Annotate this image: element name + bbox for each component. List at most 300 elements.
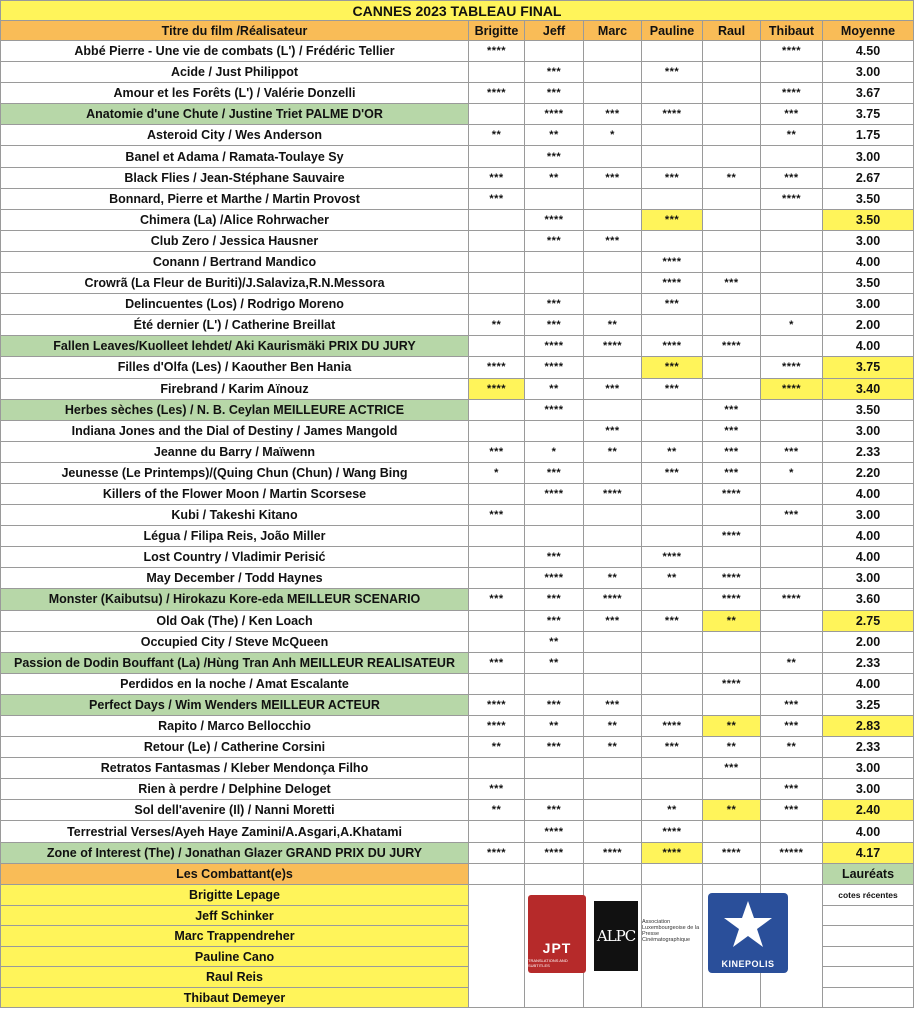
film-title: May December / Todd Haynes: [0, 568, 469, 589]
rating-cell: *****: [761, 843, 823, 864]
rating-cell: [525, 41, 584, 62]
rating-cell: ***: [703, 400, 761, 421]
average-cell: 4.00: [823, 336, 914, 357]
rating-cell: [469, 632, 525, 653]
film-title: Rien à perdre / Delphine Deloget: [0, 779, 469, 800]
rating-cell: **: [761, 737, 823, 758]
rating-cell: **: [584, 442, 642, 463]
alpc-logo: ALPC: [594, 901, 638, 971]
rating-cell: ****: [642, 821, 703, 842]
rating-cell: ****: [525, 484, 584, 505]
average-cell: 2.40: [823, 800, 914, 821]
rating-cell: [703, 62, 761, 83]
rating-cell: ****: [525, 400, 584, 421]
empty-cell: [469, 988, 525, 1009]
empty-cell: [823, 906, 914, 927]
rating-cell: [469, 674, 525, 695]
rating-cell: [469, 821, 525, 842]
rating-cell: [761, 252, 823, 273]
rating-cell: [469, 611, 525, 632]
empty-cell: [761, 906, 823, 927]
average-cell: 3.67: [823, 83, 914, 104]
empty-cell: [703, 947, 761, 968]
average-cell: 2.67: [823, 168, 914, 189]
column-header: Marc: [584, 21, 642, 41]
kinepolis-logo-text: KINEPOLIS: [721, 959, 775, 969]
rating-cell: ***: [525, 463, 584, 484]
rating-cell: [642, 526, 703, 547]
empty-cell: [584, 885, 642, 906]
film-title: Black Flies / Jean-Stéphane Sauvaire: [0, 168, 469, 189]
empty-cell: [525, 988, 584, 1009]
rating-cell: [703, 83, 761, 104]
rating-cell: ****: [703, 336, 761, 357]
average-cell: 3.75: [823, 357, 914, 378]
rating-cell: [584, 632, 642, 653]
rating-cell: [469, 568, 525, 589]
laureats-label: Lauréats: [823, 864, 914, 885]
column-header: Jeff: [525, 21, 584, 41]
rating-cell: ****: [584, 484, 642, 505]
rating-cell: ***: [525, 83, 584, 104]
film-title: Abbé Pierre - Une vie de combats (L') / Frédéric Tellier: [0, 41, 469, 62]
rating-cell: [584, 800, 642, 821]
empty-cell: [703, 906, 761, 927]
rating-cell: [642, 653, 703, 674]
rating-cell: **: [469, 737, 525, 758]
film-title: Retratos Fantasmas / Kleber Mendonça Filho: [0, 758, 469, 779]
rating-cell: [761, 484, 823, 505]
rating-cell: [584, 547, 642, 568]
rating-cell: ***: [761, 716, 823, 737]
empty-cell: [703, 864, 761, 885]
rating-cell: *: [761, 315, 823, 336]
empty-cell: [703, 885, 761, 906]
rating-cell: ***: [525, 315, 584, 336]
critic-name: Raul Reis: [0, 967, 469, 988]
average-cell: 3.50: [823, 189, 914, 210]
film-title: Killers of the Flower Moon / Martin Scorsese: [0, 484, 469, 505]
film-title: Conann / Bertrand Mandico: [0, 252, 469, 273]
rating-cell: [469, 231, 525, 252]
empty-cell: [642, 885, 703, 906]
rating-cell: [703, 252, 761, 273]
rating-cell: ***: [469, 505, 525, 526]
empty-cell: [584, 967, 642, 988]
rating-cell: [761, 62, 823, 83]
film-title: Chimera (La) /Alice Rohrwacher: [0, 210, 469, 231]
rating-cell: [642, 231, 703, 252]
empty-cell: [761, 988, 823, 1009]
rating-cell: [703, 294, 761, 315]
critic-name: Jeff Schinker: [0, 906, 469, 927]
rating-cell: [642, 589, 703, 610]
average-cell: 2.33: [823, 737, 914, 758]
film-title: Anatomie d'une Chute / Justine Triet PALME D'OR: [0, 104, 469, 125]
rating-cell: ****: [525, 357, 584, 378]
average-cell: 2.00: [823, 632, 914, 653]
rating-cell: ***: [469, 189, 525, 210]
empty-cell: [642, 967, 703, 988]
rating-cell: ***: [761, 800, 823, 821]
rating-cell: [703, 189, 761, 210]
rating-cell: [703, 231, 761, 252]
rating-cell: [642, 189, 703, 210]
empty-cell: [642, 906, 703, 927]
empty-cell: [761, 967, 823, 988]
rating-cell: ***: [584, 168, 642, 189]
rating-cell: ***: [761, 695, 823, 716]
rating-cell: [761, 632, 823, 653]
rating-cell: [525, 273, 584, 294]
empty-cell: [525, 947, 584, 968]
rating-cell: [469, 758, 525, 779]
column-header: Brigitte: [469, 21, 525, 41]
average-cell: 4.50: [823, 41, 914, 62]
rating-cell: **: [642, 568, 703, 589]
average-cell: 3.75: [823, 104, 914, 125]
rating-cell: ****: [525, 104, 584, 125]
average-cell: 4.00: [823, 252, 914, 273]
rating-cell: ***: [642, 62, 703, 83]
rating-cell: [761, 210, 823, 231]
rating-cell: *: [584, 125, 642, 146]
film-title: Crowrã (La Fleur de Buriti)/J.Salaviza,R.N.Messora: [0, 273, 469, 294]
rating-cell: [703, 125, 761, 146]
rating-cell: ***: [525, 737, 584, 758]
rating-cell: *: [761, 463, 823, 484]
rating-cell: **: [703, 611, 761, 632]
rating-cell: ***: [761, 505, 823, 526]
rating-cell: ***: [469, 442, 525, 463]
rating-cell: [469, 526, 525, 547]
critic-name: Thibaut Demeyer: [0, 988, 469, 1009]
average-cell: 3.00: [823, 146, 914, 167]
rating-cell: [703, 146, 761, 167]
rating-cell: [469, 104, 525, 125]
rating-cell: [642, 83, 703, 104]
empty-cell: [469, 906, 525, 927]
empty-cell: [642, 947, 703, 968]
average-cell: 4.00: [823, 526, 914, 547]
rating-cell: [584, 674, 642, 695]
column-header: Pauline: [642, 21, 703, 41]
rating-cell: [525, 758, 584, 779]
average-cell: 2.20: [823, 463, 914, 484]
average-cell: 2.75: [823, 611, 914, 632]
rating-cell: **: [469, 125, 525, 146]
empty-cell: [761, 926, 823, 947]
rating-cell: [584, 62, 642, 83]
rating-cell: **: [469, 315, 525, 336]
average-cell: 3.25: [823, 695, 914, 716]
rating-cell: [761, 336, 823, 357]
rating-cell: ****: [642, 104, 703, 125]
rating-cell: [761, 758, 823, 779]
empty-cell: [761, 947, 823, 968]
rating-cell: ****: [642, 336, 703, 357]
rating-cell: [584, 210, 642, 231]
film-title: Monster (Kaibutsu) / Hirokazu Kore-eda MEILLEUR SCENARIO: [0, 589, 469, 610]
rating-cell: [525, 526, 584, 547]
rating-cell: ****: [642, 716, 703, 737]
rating-cell: **: [703, 716, 761, 737]
rating-cell: [469, 547, 525, 568]
rating-cell: ***: [761, 168, 823, 189]
rating-cell: ***: [761, 442, 823, 463]
rating-cell: [761, 611, 823, 632]
rating-cell: [703, 41, 761, 62]
rating-cell: **: [525, 168, 584, 189]
cotes-label: cotes récentes: [823, 885, 914, 906]
rating-cell: ***: [525, 589, 584, 610]
film-title: Amour et les Forêts (L') / Valérie Donzelli: [0, 83, 469, 104]
rating-cell: [761, 547, 823, 568]
table-title: CANNES 2023 TABLEAU FINAL: [0, 0, 914, 21]
rating-cell: ***: [761, 779, 823, 800]
rating-cell: ***: [642, 210, 703, 231]
rating-cell: [642, 505, 703, 526]
rating-cell: [584, 505, 642, 526]
rating-cell: ***: [761, 104, 823, 125]
rating-cell: ****: [469, 716, 525, 737]
rating-cell: ****: [642, 273, 703, 294]
rating-cell: [584, 357, 642, 378]
empty-cell: [642, 988, 703, 1009]
rating-cell: ***: [525, 695, 584, 716]
film-title: Indiana Jones and the Dial of Destiny / James Mangold: [0, 421, 469, 442]
rating-cell: [761, 146, 823, 167]
rating-cell: ***: [525, 800, 584, 821]
average-cell: 3.40: [823, 379, 914, 400]
rating-cell: ****: [761, 41, 823, 62]
film-title: Terrestrial Verses/Ayeh Haye Zamini/A.Asgari,A.Khatami: [0, 821, 469, 842]
rating-cell: [761, 294, 823, 315]
rating-cell: [703, 653, 761, 674]
average-cell: 3.00: [823, 568, 914, 589]
rating-cell: ****: [525, 568, 584, 589]
rating-cell: [761, 568, 823, 589]
empty-cell: [469, 926, 525, 947]
rating-cell: [642, 758, 703, 779]
rating-cell: [469, 252, 525, 273]
rating-cell: **: [584, 568, 642, 589]
rating-cell: **: [584, 737, 642, 758]
rating-cell: [703, 379, 761, 400]
empty-cell: [761, 885, 823, 906]
rating-cell: ****: [761, 83, 823, 104]
empty-cell: [525, 967, 584, 988]
rating-cell: [584, 189, 642, 210]
film-title: Firebrand / Karim Aïnouz: [0, 379, 469, 400]
rating-cell: [703, 210, 761, 231]
rating-cell: [584, 252, 642, 273]
average-cell: 3.00: [823, 294, 914, 315]
rating-cell: ***: [642, 168, 703, 189]
rating-cell: ***: [703, 442, 761, 463]
empty-cell: [469, 967, 525, 988]
rating-cell: [642, 674, 703, 695]
rating-cell: [469, 294, 525, 315]
rating-cell: [761, 674, 823, 695]
rating-cell: [584, 653, 642, 674]
rating-cell: **: [525, 125, 584, 146]
critic-name: Pauline Cano: [0, 947, 469, 968]
rating-cell: [761, 821, 823, 842]
average-cell: 2.33: [823, 653, 914, 674]
empty-cell: [642, 864, 703, 885]
film-title: Jeunesse (Le Printemps)/(Quing Chun (Chun) / Wang Bing: [0, 463, 469, 484]
rating-cell: **: [761, 125, 823, 146]
rating-cell: [469, 146, 525, 167]
empty-cell: [823, 947, 914, 968]
rating-cell: [584, 41, 642, 62]
empty-cell: [469, 947, 525, 968]
rating-cell: ***: [525, 231, 584, 252]
rating-cell: **: [703, 168, 761, 189]
rating-cell: [469, 336, 525, 357]
rating-cell: [642, 632, 703, 653]
rating-cell: [642, 315, 703, 336]
rating-cell: [761, 231, 823, 252]
rating-cell: **: [469, 800, 525, 821]
rating-cell: ****: [525, 821, 584, 842]
average-cell: 3.60: [823, 589, 914, 610]
rating-cell: [525, 779, 584, 800]
rating-cell: ****: [642, 252, 703, 273]
film-title: Bonnard, Pierre et Marthe / Martin Provost: [0, 189, 469, 210]
rating-cell: ***: [525, 547, 584, 568]
jpt-logo-text: JPT: [542, 940, 572, 956]
average-cell: 3.00: [823, 505, 914, 526]
rating-cell: ***: [525, 146, 584, 167]
empty-cell: [525, 885, 584, 906]
film-title: Passion de Dodin Bouffant (La) /Hùng Tran Anh MEILLEUR REALISATEUR: [0, 653, 469, 674]
rating-cell: ***: [525, 611, 584, 632]
empty-cell: [584, 947, 642, 968]
average-cell: 3.00: [823, 758, 914, 779]
average-cell: 3.00: [823, 62, 914, 83]
rating-cell: [584, 758, 642, 779]
rating-cell: [642, 146, 703, 167]
film-title: Fallen Leaves/Kuolleet lehdet/ Aki Kaurismäki PRIX DU JURY: [0, 336, 469, 357]
rating-cell: ***: [584, 104, 642, 125]
empty-cell: [525, 906, 584, 927]
rating-cell: ***: [703, 758, 761, 779]
film-title: Zone of Interest (The) / Jonathan Glazer GRAND PRIX DU JURY: [0, 843, 469, 864]
film-title: Rapito / Marco Bellocchio: [0, 716, 469, 737]
column-header: Thibaut: [761, 21, 823, 41]
rating-cell: [761, 400, 823, 421]
average-cell: 2.83: [823, 716, 914, 737]
rating-cell: ****: [525, 210, 584, 231]
rating-cell: ***: [469, 779, 525, 800]
rating-cell: [703, 505, 761, 526]
critic-name: Marc Trappendreher: [0, 926, 469, 947]
rating-cell: ***: [469, 168, 525, 189]
rating-cell: ****: [525, 843, 584, 864]
rating-cell: [584, 526, 642, 547]
column-header: Titre du film /Réalisateur: [0, 21, 469, 41]
rating-cell: ****: [469, 357, 525, 378]
film-title: Légua / Filipa Reis, João Miller: [0, 526, 469, 547]
rating-cell: [525, 421, 584, 442]
rating-cell: **: [703, 737, 761, 758]
rating-cell: ****: [703, 568, 761, 589]
rating-cell: ****: [642, 547, 703, 568]
average-cell: 4.17: [823, 843, 914, 864]
rating-cell: **: [642, 442, 703, 463]
rating-cell: ***: [642, 737, 703, 758]
empty-cell: [703, 988, 761, 1009]
average-cell: 2.00: [823, 315, 914, 336]
rating-cell: [761, 421, 823, 442]
empty-cell: [525, 926, 584, 947]
rating-cell: [469, 62, 525, 83]
rating-cell: [703, 547, 761, 568]
rating-cell: *: [525, 442, 584, 463]
rating-cell: **: [761, 653, 823, 674]
combattants-header: Les Combattant(e)s: [0, 864, 469, 885]
empty-cell: [703, 926, 761, 947]
rating-cell: ****: [703, 589, 761, 610]
rating-cell: ***: [584, 421, 642, 442]
rating-cell: [469, 421, 525, 442]
empty-cell: [761, 864, 823, 885]
film-title: Filles d'Olfa (Les) / Kaouther Ben Hania: [0, 357, 469, 378]
rating-cell: ***: [642, 357, 703, 378]
rating-cell: ****: [584, 589, 642, 610]
rating-cell: ****: [703, 674, 761, 695]
average-cell: 3.50: [823, 210, 914, 231]
rating-cell: ****: [469, 41, 525, 62]
rating-cell: **: [525, 379, 584, 400]
rating-cell: **: [525, 653, 584, 674]
film-title: Retour (Le) / Catherine Corsini: [0, 737, 469, 758]
average-cell: 1.75: [823, 125, 914, 146]
film-title: Occupied City / Steve McQueen: [0, 632, 469, 653]
rating-cell: [525, 252, 584, 273]
rating-cell: [584, 779, 642, 800]
film-title: Kubi / Takeshi Kitano: [0, 505, 469, 526]
rating-cell: ***: [642, 611, 703, 632]
average-cell: 4.00: [823, 674, 914, 695]
rating-cell: ****: [761, 357, 823, 378]
rating-cell: ***: [642, 463, 703, 484]
rating-cell: ***: [703, 421, 761, 442]
film-title: Perdidos en la noche / Amat Escalante: [0, 674, 469, 695]
average-cell: 4.00: [823, 821, 914, 842]
film-title: Herbes sèches (Les) / N. B. Ceylan MEILLEURE ACTRICE: [0, 400, 469, 421]
rating-cell: ****: [703, 843, 761, 864]
rating-cell: ****: [584, 843, 642, 864]
jpt-logo-subtitle: TRANSLATIONS AND SUBTITLES: [528, 958, 568, 968]
rating-cell: ***: [642, 294, 703, 315]
empty-cell: [525, 864, 584, 885]
film-title: Sol dell'avenire (Il) / Nanni Moretti: [0, 800, 469, 821]
film-title: Banel et Adama / Ramata-Toulaye Sy: [0, 146, 469, 167]
rating-cell: [525, 674, 584, 695]
empty-cell: [584, 906, 642, 927]
rating-cell: **: [584, 716, 642, 737]
empty-cell: [469, 885, 525, 906]
rating-cell: ***: [584, 379, 642, 400]
rating-cell: [584, 400, 642, 421]
empty-cell: [823, 988, 914, 1009]
rating-cell: ****: [469, 843, 525, 864]
rating-cell: ***: [584, 695, 642, 716]
empty-cell: [823, 967, 914, 988]
